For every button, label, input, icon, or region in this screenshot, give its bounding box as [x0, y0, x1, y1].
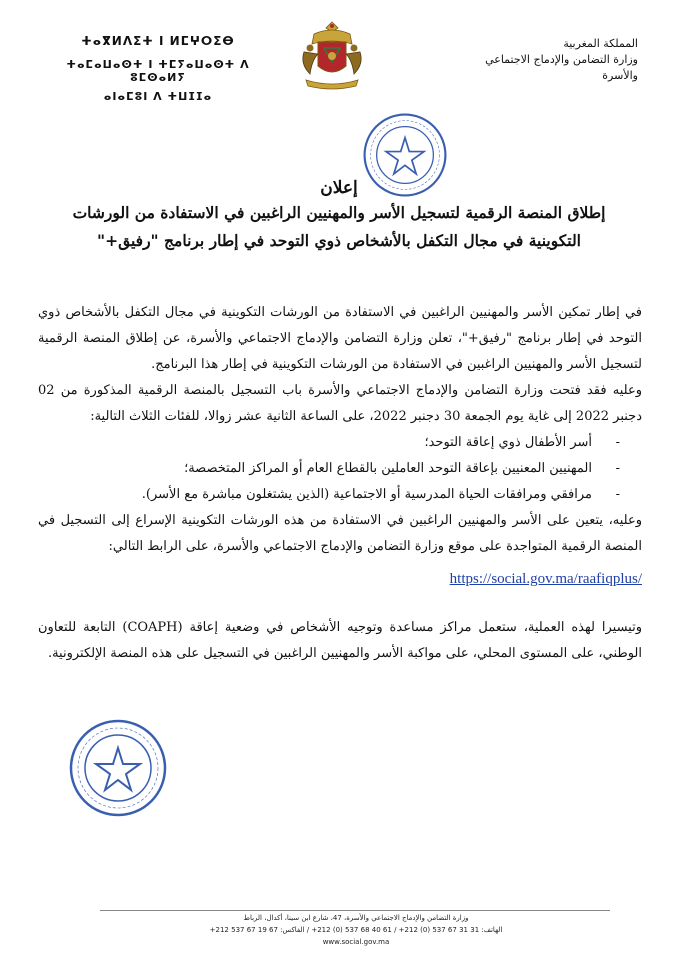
list-item: - المهنيين المعنيين بإعاقة التوحد العاملين بالقطاع العام أو المراكز المتخصصة؛ — [38, 456, 620, 482]
tifinagh-ministry: ⵜⴰⵎⴰⵡⴰⵙⵜ ⵏ ⵜⵎⵢⴰⵡⴰⵙⵜ ⴷ ⵓⵎⵙⴰⵍⵢ — [66, 58, 250, 84]
announcement-body — [38, 300, 642, 667]
ministry-seal-icon — [68, 718, 168, 818]
royal-crest-icon — [296, 18, 368, 92]
announcement-label: إعلان — [320, 178, 358, 198]
tifinagh-header — [58, 34, 258, 103]
tifinagh-kingdom: ⵜⴰⴳⵍⴷⵉⵜ ⵏ ⵍⵎⵖⵔⵉⴱ — [81, 34, 235, 48]
registration-link[interactable]: https://social.gov.ma/raafiqplus/ — [449, 571, 642, 587]
ministry-name-2: والأسرة — [602, 69, 638, 82]
announcement-title-line1: إطلاق المنصة الرقمية لتسجيل الأسر والمهنيين الراغبين في الاستفادة من الورشات — [72, 203, 606, 222]
announcement-heading — [40, 178, 638, 254]
kingdom-name: المملكة المغربية — [563, 37, 638, 50]
intro-paragraph: في إطار تمكين الأسر والمهنيين الراغبين في الاستفادة من الورشات التكوينية في مجال التكفل بالأشخاص ذوي التوحد في إطار برنامج "رفيق+"، تعلن وزارة التضامن والإدماج الاجتماعي والأسرة، عن إطلاق المنصة الرقمية لتسجيل الأسر والمهنيين الراغبين في الاستفادة من الورشات التكوينية في إطار هذا البرنامج. — [38, 305, 642, 372]
ministry-name: وزارة التضامن والإدماج الاجتماعي — [485, 53, 638, 66]
registration-link-line — [38, 566, 642, 593]
coaph-paragraph: وتيسيرا لهذه العملية، ستعمل مراكز مساعدة وتوجيه الأشخاص في وضعية إعاقة (COAPH) التابعة للتعاون الوطني، على المستوى المحلي، على مواكبة الأسر والمهنيين الراغبين في التسجيل على هذه المنصة الإلكترونية. — [38, 620, 642, 661]
registration-paragraph: وعليه فقد فتحت وزارة التضامن والإدماج الاجتماعي والأسرة باب التسجيل بالمنصة الرقمية المذكورة من 02 دجنبر 2022 إلى غاية يوم الجمعة 30 دجنبر 2022، على الساعة الثانية عشر زوالا، للفئات الثلاث التالية: — [38, 383, 642, 424]
footer-divider — [100, 910, 610, 911]
tifinagh-ministry-2: ⴰⵏⴰⵎⵓⵏ ⴷ ⵜⵡⵊⵊⴰ — [103, 90, 213, 103]
footer-website: www.social.gov.ma — [322, 938, 390, 946]
footer — [96, 912, 616, 948]
arabic-header — [408, 36, 638, 84]
footer-phones: الهاتف: 31 31 67 537 (0) 212+ / 61 40 68 537 (0) 212+ / الفاكس: 67 19 67 537 212+ — [209, 926, 503, 934]
target-categories-list — [38, 430, 642, 508]
footer-address: وزارة التضامن والإدماج الاجتماعي والأسرة، 47، شارع ابن سينا، أكدال، الرباط — [243, 914, 469, 922]
list-item: - مرافقي ومرافقات الحياة المدرسية أو الاجتماعية (الذين يشتغلون مباشرة مع الأسر). — [38, 482, 620, 508]
instructions-paragraph: وعليه، يتعين على الأسر والمهنيين الراغبين في الاستفادة من هذه الورشات التكوينية الإسراع إلى التسجيل في المنصة الرقمية المتواجدة على موقع وزارة التضامن والإدماج الاجتماعي والأسرة، على الرابط التالي: — [38, 513, 642, 554]
announcement-title-line2: التكوينية في مجال التكفل بالأشخاص ذوي التوحد في إطار برنامج "رفيق+" — [97, 231, 581, 250]
list-item: - أسر الأطفال ذوي إعاقة التوحد؛ — [38, 430, 620, 456]
